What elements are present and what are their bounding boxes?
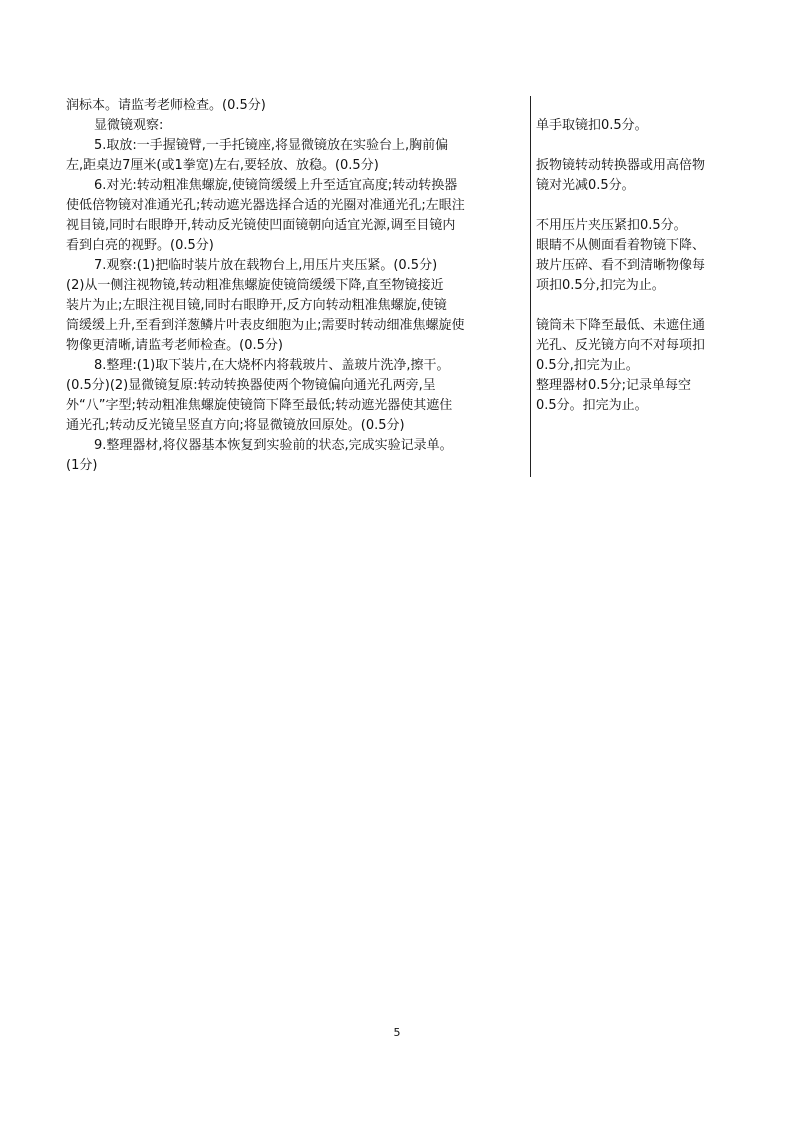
deduction-line: 不用压片夹压紧扣0.5分。 xyxy=(536,218,687,233)
deduction-line: 扳物镜转动转换器或用高倍物 xyxy=(536,158,706,173)
deduction-line: 玻片压碎、看不到清晰物像每 xyxy=(536,258,706,273)
procedure-line: 通光孔;转动反光镜呈竖直方向;将显微镜放回原处。(0.5分) xyxy=(66,418,405,433)
deduction-line: 光孔、反光镜方向不对每项扣 xyxy=(536,338,706,353)
deduction-line: 镜对光减0.5分。 xyxy=(536,178,635,193)
deduction-line: 项扣0.5分,扣完为止。 xyxy=(536,278,665,293)
procedure-line: 9.整理器材,将仪器基本恢复到实验前的状态,完成实验记录单。 xyxy=(94,438,453,453)
deduction-line: 整理器材0.5分;记录单每空 xyxy=(536,378,692,393)
procedure-line: 视目镜,同时右眼睁开,转动反光镜使凹面镜朝向适宜光源,调至目镜内 xyxy=(66,218,456,233)
procedure-line: 看到白亮的视野。(0.5分) xyxy=(66,238,214,253)
deduction-line xyxy=(536,136,726,156)
procedure-line: 外“八”字型;转动粗准焦螺旋使镜筒下降至最低;转动遮光器使其遮住 xyxy=(66,398,453,413)
procedure-line: 筒缓缓上升,至看到洋葱鳞片叶表皮细胞为止;需要时转动细准焦螺旋使 xyxy=(66,318,465,333)
procedure-line: 显微镜观察: xyxy=(94,118,164,133)
procedure-line: (0.5分)(2)显微镜复原:转动转换器使两个物镜偏向通光孔两旁,呈 xyxy=(66,378,436,393)
procedure-line: (2)从一侧注视物镜,转动粗准焦螺旋使镜筒缓缓下降,直至物镜接近 xyxy=(66,278,444,293)
procedure-line: (1分) xyxy=(66,458,98,473)
deduction-line xyxy=(536,296,726,316)
deduction-line: 0.5分。扣完为止。 xyxy=(536,398,648,413)
page-number: 5 xyxy=(393,1026,401,1039)
procedure-line: 使低倍物镜对准通光孔;转动遮光器选择合适的光圈对准通光孔;左眼注 xyxy=(66,198,465,213)
procedure-line: 装片为止;左眼注视目镜,同时右眼睁开,反方向转动粗准焦螺旋,使镜 xyxy=(66,298,447,313)
deduction-line: 单手取镜扣0.5分。 xyxy=(536,118,648,133)
procedure-line: 润标本。请监考老师检查。(0.5分) xyxy=(66,98,266,113)
deduction-column xyxy=(536,96,726,416)
deduction-line: 镜筒未下降至最低、未遮住通 xyxy=(536,318,706,333)
procedure-line: 6.对光:转动粗准焦螺旋,使镜筒缓缓上升至适宜高度;转动转换器 xyxy=(94,178,458,193)
procedure-line: 8.整理:(1)取下装片,在大烧杯内将载玻片、盖玻片洗净,擦干。 xyxy=(94,358,450,373)
procedure-column xyxy=(66,96,528,476)
procedure-line: 7.观察:(1)把临时装片放在载物台上,用压片夹压紧。(0.5分) xyxy=(94,258,438,273)
deduction-line: 0.5分,扣完为止。 xyxy=(536,358,639,373)
procedure-line: 左,距桌边7厘米(或1拳宽)左右,要轻放、放稳。(0.5分) xyxy=(66,158,379,173)
scoring-table xyxy=(66,96,726,477)
deduction-line: 眼睛不从侧面看着物镜下降、 xyxy=(536,238,706,253)
column-divider xyxy=(530,96,531,477)
deduction-line xyxy=(536,96,726,116)
procedure-line: 5.取放:一手握镜臂,一手托镜座,将显微镜放在实验台上,胸前偏 xyxy=(94,138,449,153)
deduction-line xyxy=(536,196,726,216)
procedure-line: 物像更清晰,请监考老师检查。(0.5分) xyxy=(66,338,283,353)
